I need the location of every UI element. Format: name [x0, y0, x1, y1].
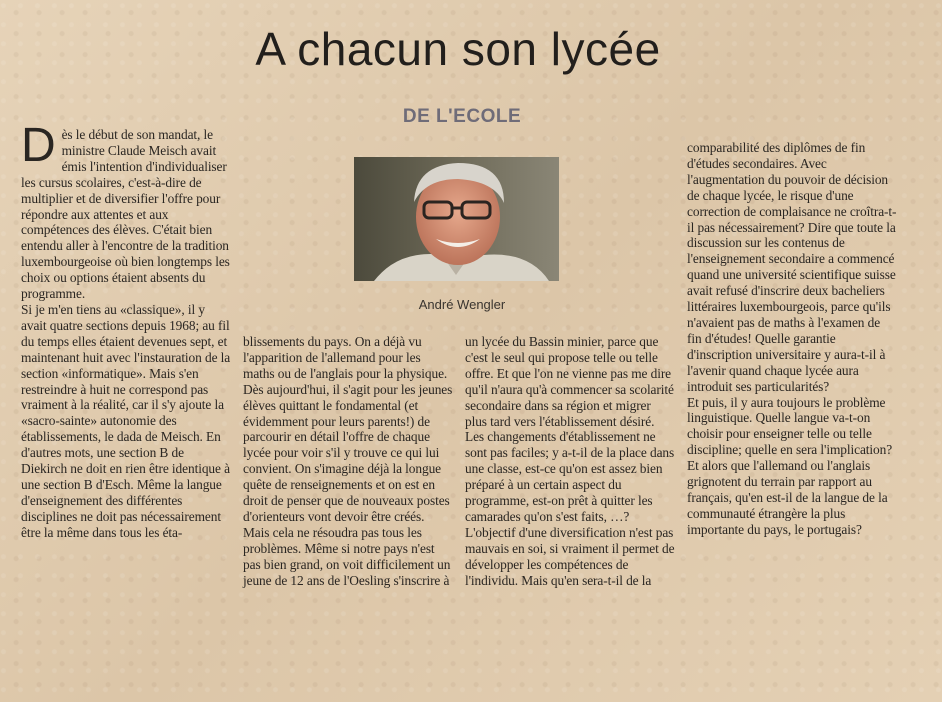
paragraph: Dès aujourd'hui, il s'agit pour les jeunes élèves quittant le fondamental (et évidemment pour leurs parents!) de parcourir en détail l'offre de chaque lycée pour voir s'il y trouve ce qui lui convient. On s'imagine déjà la longue quête de renseignements et on est en droit de penser que de nouveaux postes d'orienteurs vont devoir être créés.: [243, 381, 453, 524]
paragraph: Si je m'en tiens au «classique», il y avait quatre sections depuis 1968; au fil du temps elles étaient devenues sept, et maintenant huit avec l'instauration de la section «informatique». Mais s'en restreindre à huit ne correspond pas vraiment à la réalité, car il s'y ajoute la «sacro-sainte» autonomie des établissements, le dada de Meisch. En d'autres mots, une section B de Diekirch ne doit en rien être identique à une section B d'Esch. Même la langue d'enseignement des différentes disciplines ne doit pas nécessairement être la même dans tous les éta-: [21, 301, 231, 540]
author-photo: [354, 157, 559, 281]
article-column-2: [243, 334, 453, 589]
paragraph: comparabilité des diplômes de fin d'études secondaires. Avec l'augmentation du pouvoir de décision de chaque lycée, le risque d'une correction de complaisance ne croîtra-t-il pas nécessairement? Dire que toute la discussion sur les contenus de l'enseignement secondaire a commencé quand une université scientifique suisse avait refusé d'inscrire deux bacheliers littéraires luxembourgeois, parce qu'ils n'avaient pas de maths à l'examen de fin d'études! Quelle garantie d'inscription universitaire y aura-t-il à l'avenir quand chaque lycée aura introduit ses particularités?: [687, 140, 897, 394]
photo-caption: André Wengler: [418, 297, 506, 312]
drop-cap: D: [21, 119, 56, 172]
headline: A chacun son lycée: [255, 23, 661, 75]
paragraph: Et puis, il y aura toujours le problème linguistique. Quelle langue va-t-on choisir pour enseigner telle ou telle discipline; quelle en sera l'implication? Et alors que l'allemand ou l'anglais grignotent du terrain par rapport au français, qu'en est-il de la langue de la communauté étrangère la plus importante du pays, le portugais?: [687, 394, 893, 537]
paragraph: L'objectif d'une diversification n'est pas mauvais en soi, si vraiment il permet de développer les compétences de l'individu. Mais qu'en sera-t-il de la: [465, 524, 675, 588]
paragraph: Mais cela ne résoudra pas tous les problèmes. Même si notre pays n'est pas bien grand, on voit difficilement un jeune de 12 ans de l'Oesling s'inscrire à: [243, 524, 451, 588]
article-column-3: [465, 334, 675, 589]
article-column-4: [687, 140, 897, 538]
article-column-1: [21, 119, 231, 541]
section-rubric: DE L'ECOLE: [402, 106, 522, 127]
paragraph: un lycée du Bassin minier, parce que c'est le seul qui propose telle ou telle offre. Et que l'on ne vienne pas me dire qu'il n'aura qu'à commencer sa scolarité secondaire dans sa région et migrer plus tard vers l'établissement désiré. Les changements d'établissement ne sont pas faciles; y a-t-il de la place dans une classe, est-ce qu'on est assez bien préparé à un certain aspect du programme, est-on prêt à quitter les camarades qu'on s'est faits, …?: [465, 334, 675, 524]
paragraph: ès le début de son mandat, le ministre Claude Meisch avait émis l'intention d'individualiser les cursus scolaires, c'est-à-dire de multiplier et de diversifier l'offre pour répondre aux attentes et aux compétences des élèves. C'était bien entendu aller à l'encontre de la tradition luxembourgeoise où bien longtemps les choix ou options étaient absents du programme.: [21, 127, 230, 302]
paragraph: blissements du pays. On a déjà vu l'apparition de l'allemand pour les maths ou de l'anglais pour la physique.: [243, 334, 448, 381]
